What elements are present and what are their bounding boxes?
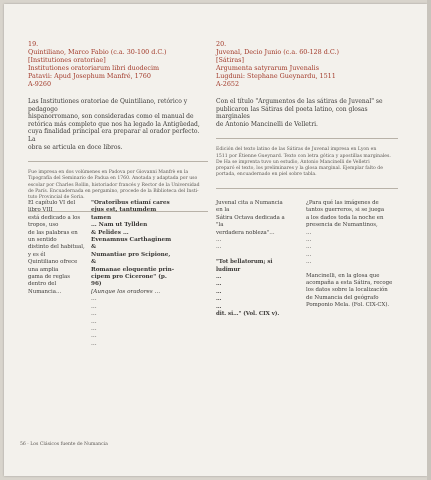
text-line: … [216, 237, 222, 244]
text-line [216, 252, 286, 259]
text-line: de las palabras en un sentido [28, 229, 78, 244]
commentary-juvenal-translation [306, 200, 398, 310]
translation-line: … [91, 325, 97, 332]
divider [28, 161, 208, 162]
description-line: Las Institutiones oratoriae de Quintiliano, retórico y pedagogo [28, 98, 188, 113]
divider [216, 188, 398, 189]
latin-quotation-quintiliano [91, 200, 177, 348]
description-line: Con el título "Argumentos de las sátiras de Juvenal" se [216, 98, 383, 105]
quote-line: Numantiae pro Scipione, & [91, 251, 171, 266]
text-line: … [306, 251, 312, 258]
quote-line: … Nam ut Tyllden [91, 222, 148, 229]
translation-line: [Aunque los oradores … [91, 288, 161, 295]
quote-line: … [216, 274, 222, 281]
translation-line: … [91, 333, 97, 340]
text-line: de Numancia del geógrafo [306, 294, 379, 301]
quote-line: & Pelides … [91, 229, 129, 236]
text-line: … [306, 237, 312, 244]
note-line: tuto Provincial de Soria. [28, 194, 85, 200]
entry-header [216, 48, 398, 88]
description-line: retórica más completo que nos ha legado la Antigüedad, [28, 120, 200, 128]
text-line: Numancia… [28, 288, 62, 295]
author-line: Quintiliano, Marco Fabio (c.a. 30-100 d.C.) [28, 48, 167, 56]
description-line: de Antonio Mancinelli de Velletri. [216, 120, 318, 128]
title-line: Institutiones oratoriarum libri duodecim [28, 64, 160, 72]
text-line: verdadera nobleza"… [216, 229, 275, 236]
quote-line: … [216, 296, 222, 303]
text-line: … [216, 244, 222, 251]
translation-line: … [91, 318, 97, 325]
quote-line: dit. si…" (Vol. CIX v). [216, 311, 280, 318]
quote-line: "Oratoribus etiamí cares [91, 200, 170, 206]
text-line: … [306, 229, 312, 236]
shelfmark: A-2652 [216, 80, 240, 88]
text-line: Juvenal cita a Numancia en la [216, 200, 283, 214]
translation-line: … [91, 311, 97, 318]
note-line: portada, encuadernado en piel sobre tabla. [216, 172, 317, 178]
bibliographic-note [216, 147, 398, 178]
shelfmark: A-9260 [28, 80, 52, 88]
entry-number: 20. [216, 40, 227, 48]
note-line: de París. Encuadernada en pergamino, procede de la Biblioteca del Insti- [28, 188, 199, 194]
text-line: tantos guerreros, si se juega [306, 207, 385, 214]
text-line: Sátira Octava dedicada a "la [216, 214, 285, 229]
imprint-line: Lugduni: Stephane Gueynardu, 1511 [216, 72, 336, 80]
author-line: Juvenal, Decio Junio (c.a. 60-128 d.C.) [216, 48, 340, 56]
description-line: cuya finalidad principal era preparar al orador perfecto. La [28, 128, 200, 143]
commentary-juvenal [216, 200, 286, 319]
text-line: distinto del habitual, y es él [28, 244, 85, 258]
text-line: Mancinelli, en la glosa que [306, 272, 380, 279]
text-line: gama de reglas dentro del [28, 274, 70, 288]
entry-header [28, 48, 208, 88]
text-line: Quintiliano ofrece una amplia [28, 259, 78, 273]
uniform-title: [Sátiras] [216, 56, 244, 64]
quote-line: … [216, 303, 222, 310]
description-line: obra se articula en doce libros. [28, 143, 123, 151]
entry-20 [216, 40, 398, 197]
description-line: hispanorromano, son consideradas como el manual de [28, 113, 194, 121]
translation-line: … [91, 303, 97, 310]
text-line: … [306, 259, 312, 266]
quote-line: Evenamnus Carthaginem & [91, 237, 172, 251]
quote-line: cipem pro Cicerone" (p. 96) [91, 274, 167, 288]
translation-line: … [91, 296, 97, 303]
note-line: Edición del texto latino de las Sátiras de Juvenal impresa en Lyon en [216, 147, 377, 153]
text-line: … [306, 244, 312, 251]
note-line: preparó el texto, los preliminares y la glosa marginal. Ejemplar falto de [216, 165, 383, 171]
translation-line: … [91, 340, 97, 347]
text-line: Pomponio Mela. (Fol. CIX-CX). [306, 302, 390, 309]
quote-line: Romanae eloquentie prin- [91, 266, 175, 273]
text-line: ¿Para qué las imágenes de [306, 200, 379, 206]
quote-line: "Tot bellatorum; si ludimur [216, 259, 273, 273]
quote-line: ejus est, tantumdem tamen [91, 207, 157, 221]
description-line: publicaron las Sátiras del poeta latino, con glosas marginales [216, 105, 368, 121]
commentary-quintiliano [28, 200, 86, 296]
note-line: 1511 por Étienne Gueynard. Texto con letra gótica y apostillas marginales. [216, 153, 391, 159]
divider [216, 138, 398, 139]
bibliographic-note [28, 170, 208, 201]
note-line: Tipografía del Seminario de Padua en 1760. Anotada y adaptada por uso [28, 176, 198, 182]
page-footer: 56 · Los Clásicos fuente de Numancia [20, 442, 108, 447]
quote-line: … [216, 288, 222, 295]
entry-number: 19. [28, 40, 39, 48]
quote-line: … [216, 281, 222, 288]
text-line: los datos sobre la localización [306, 287, 388, 294]
text-line: acompaña a esta Sátira, recoge [306, 280, 393, 287]
page-edge-shadow [427, 0, 431, 480]
title-line: Argumenta satyrarum Juvenalis [216, 64, 320, 72]
note-line: De Ha se imprenta tuvo un estudio, Antonio Mancinelli de Velletri [216, 159, 370, 165]
imprint-line: Patavii: Apud Josephum Manfré, 1760 [28, 72, 151, 80]
entry-19 [28, 40, 208, 220]
text-line: El capítulo VI del libro VIII [28, 200, 76, 214]
text-line: presencia de Numantinos, [306, 222, 378, 229]
entry-description [216, 98, 398, 128]
note-line: Fue impresa en dos volúmenes en Padova por Giovanni Manfrè en la [28, 170, 189, 176]
uniform-title: [Institutiones oratoriae] [28, 56, 106, 64]
note-line: escolar por Charles Rollin, historiador francés y Rector de la Universidad [28, 182, 200, 188]
text-line: a los dados toda la noche en [306, 214, 384, 221]
text-line: está dedicado a los tropos, uso [28, 214, 81, 229]
entry-description [28, 98, 208, 151]
